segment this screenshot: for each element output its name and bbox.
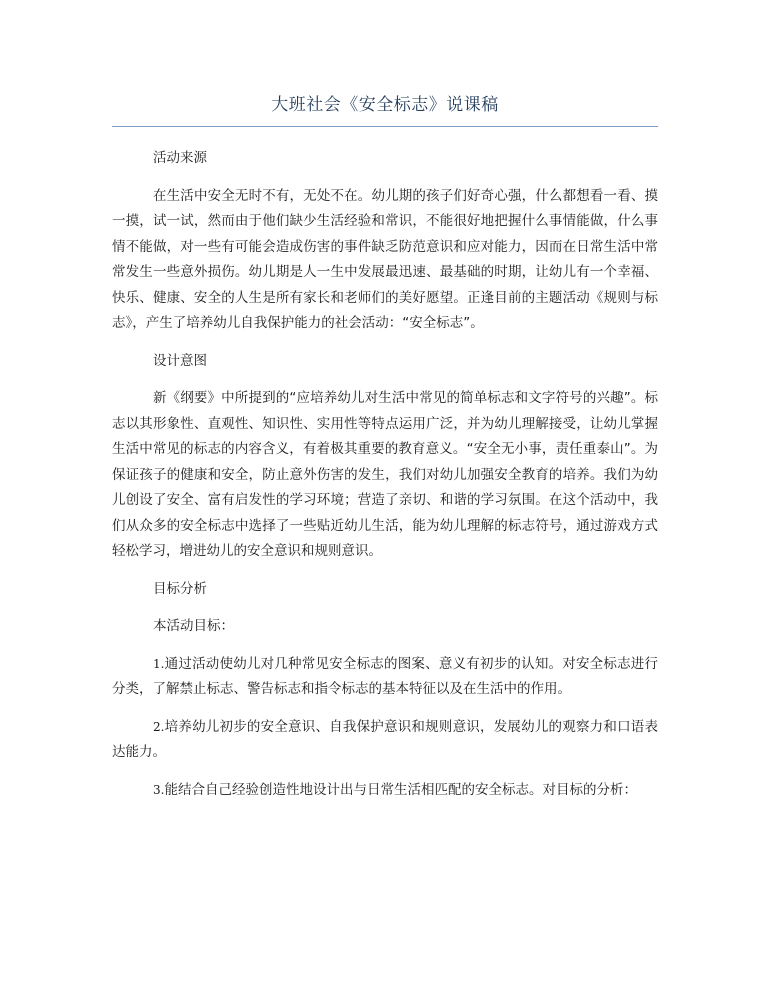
goal-number: 2. (153, 719, 165, 734)
paragraph-goal-intro: 本活动目标： (153, 618, 234, 634)
goal-text: 能结合自己经验创造性地设计出与日常生活相匹配的安全标志。对目标的分析： (164, 781, 637, 798)
paragraph-design: 新《纲要》中所提到的“应培养幼儿对生活中常见的简单标志和文字符号的兴趣”。标志以其形象性、直观性、知识性、实用性等特点运用广泛，并为幼儿理解接受，让幼儿掌握生活中常见的标志的内容含义，有着极其重要的教育意义。“安全无小事，责任重泰山”。为保证孩子的健康和安全，防止意外伤害的发生，我们对幼儿加强安全教育的培养。我们为幼儿创设了安全、富有启发性的学习环境；营造了亲切、和谐的学习氛围。在这个活动中，我们从众多的安全标志中选择了一些贴近幼儿生活，能为幼儿理解的标志符号，通过游戏方式轻松学习，增进幼儿的安全意识和规则意识。 (112, 390, 658, 559)
paragraph-source: 在生活中安全无时不有，无处不在。幼儿期的孩子们好奇心强，什么都想看一看、摸一摸，试一试，然而由于他们缺少生活经验和常识，不能很好地把握什么事情能做，什么事情不能做，对一些有可能会造成伤害的事件缺乏防范意识和应对能力，因而在日常生活中常常发生一些意外损伤。幼儿期是人一生中发展最迅速、最基础的时期，让幼儿有一个幸福、快乐、健康、安全的人生是所有家长和老师们的美好愿望。正逢目前的主题活动《规则与标志》，产生了培养幼儿自我保护能力的社会活动：“安全标志”。 (112, 187, 658, 331)
goal-item-2 (112, 715, 658, 766)
goal-number: 3. (153, 782, 165, 797)
document-title: 大班社会《安全标志》说课稿 (271, 95, 499, 115)
section-heading-source: 活动来源 (153, 150, 207, 166)
goal-text: 通过活动使幼儿对几种常见安全标志的图案、意义有初步的认知。对安全标志进行分类，了解禁止标志、警告标志和指令标志的基本特征以及在生活中的作用。 (112, 655, 658, 697)
goal-number: 1. (153, 656, 165, 671)
section-heading-design: 设计意图 (153, 352, 207, 369)
document-body (112, 146, 658, 815)
goal-text: 培养幼儿初步的安全意识、自我保护意识和规则意识，发展幼儿的观察力和口语表达能力。 (112, 718, 658, 760)
section-heading-goals: 目标分析 (153, 580, 207, 597)
goal-item-1 (112, 652, 658, 703)
title-divider (112, 126, 658, 127)
goal-item-3 (112, 778, 658, 804)
